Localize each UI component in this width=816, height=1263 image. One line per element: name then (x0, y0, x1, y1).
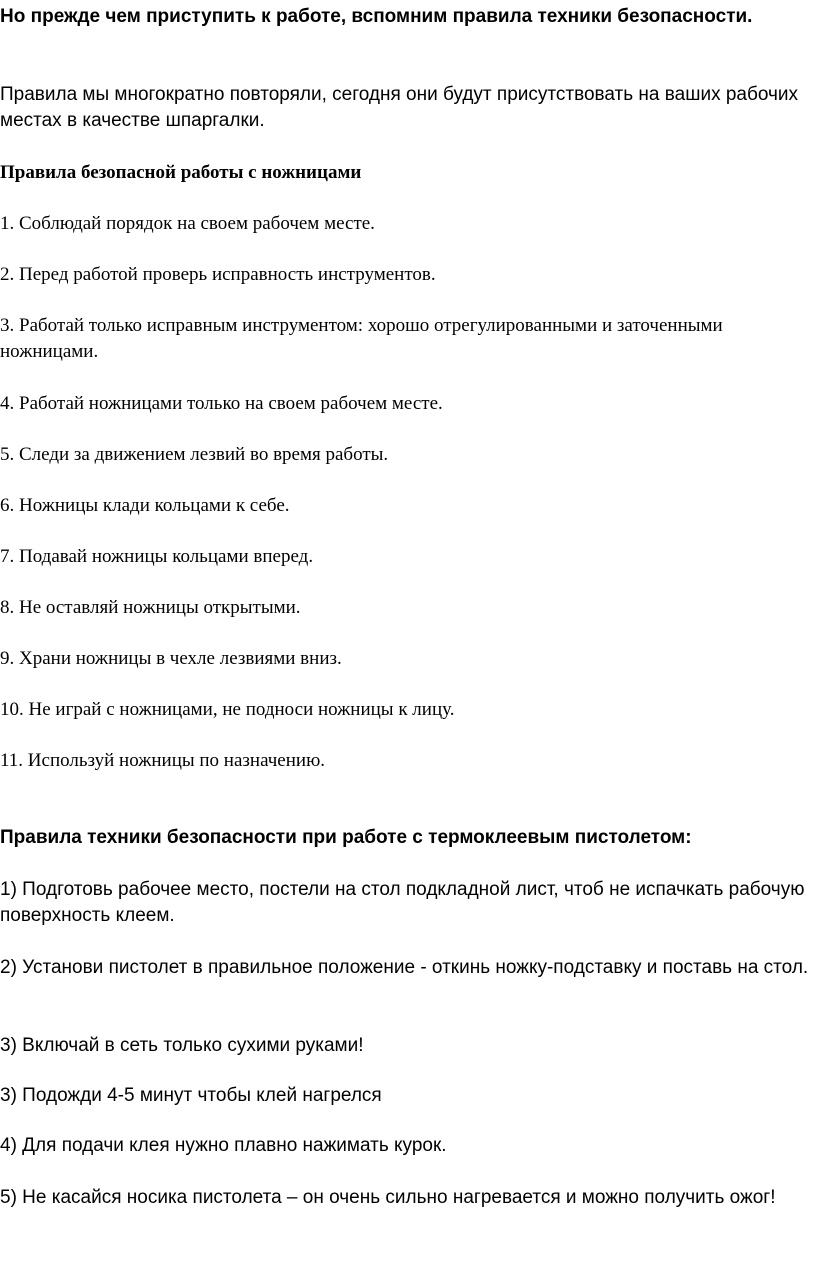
scissors-rule-3: 3. Работай только исправным инструментом: хорошо отрегулированными и заточенными ножницами. (0, 315, 723, 362)
scissors-rule-2: 2. Перед работой проверь исправность инструментов. (0, 264, 436, 285)
scissors-heading: Правила безопасной работы с ножницами (0, 162, 362, 183)
glue-heading: Правила техники безопасности при работе с термоклеевым пистолетом: (0, 827, 692, 848)
scissors-rule-1: 1. Соблюдай порядок на своем рабочем месте. (0, 213, 375, 234)
scissors-rule-7: 7. Подавай ножницы кольцами вперед. (0, 546, 314, 567)
intro-heading: Но прежде чем приступить к работе, вспомним правила техники безопасности. (0, 6, 753, 27)
glue-rule-1: 1) Подготовь рабочее место, постели на стол подкладной лист, чтоб не испачкать рабочую поверхность клеем. (0, 879, 805, 926)
scissors-rule-5: 5. Следи за движением лезвий во время работы. (0, 444, 389, 465)
glue-rule-6: 5) Не касайся носика пистолета – он очень сильно нагревается и можно получить ожог! (0, 1187, 776, 1208)
intro-text: Правила мы многократно повторяли, сегодня они будут присутствовать на ваших рабочих местах в качестве шпаргалки. (0, 84, 799, 131)
glue-rule-4: 3) Подожди 4-5 минут чтобы клей нагрелся (0, 1085, 382, 1106)
scissors-rule-11: 11. Используй ножницы по назначению. (0, 750, 326, 771)
scissors-rule-9: 9. Храни ножницы в чехле лезвиями вниз. (0, 648, 342, 669)
scissors-rule-8: 8. Не оставляй ножницы открытыми. (0, 597, 301, 618)
scissors-rule-4: 4. Работай ножницами только на своем рабочем месте. (0, 393, 443, 414)
glue-rule-2: 2) Установи пистолет в правильное положение - откинь ножку-подставку и поставь на стол. (0, 957, 809, 978)
glue-rule-3: 3) Включай в сеть только сухими руками! (0, 1035, 364, 1056)
scissors-rule-10: 10. Не играй с ножницами, не подноси ножницы к лицу. (0, 699, 455, 720)
glue-rule-5: 4) Для подачи клея нужно плавно нажимать курок. (0, 1135, 447, 1156)
scissors-rule-6: 6. Ножницы клади кольцами к себе. (0, 495, 290, 516)
